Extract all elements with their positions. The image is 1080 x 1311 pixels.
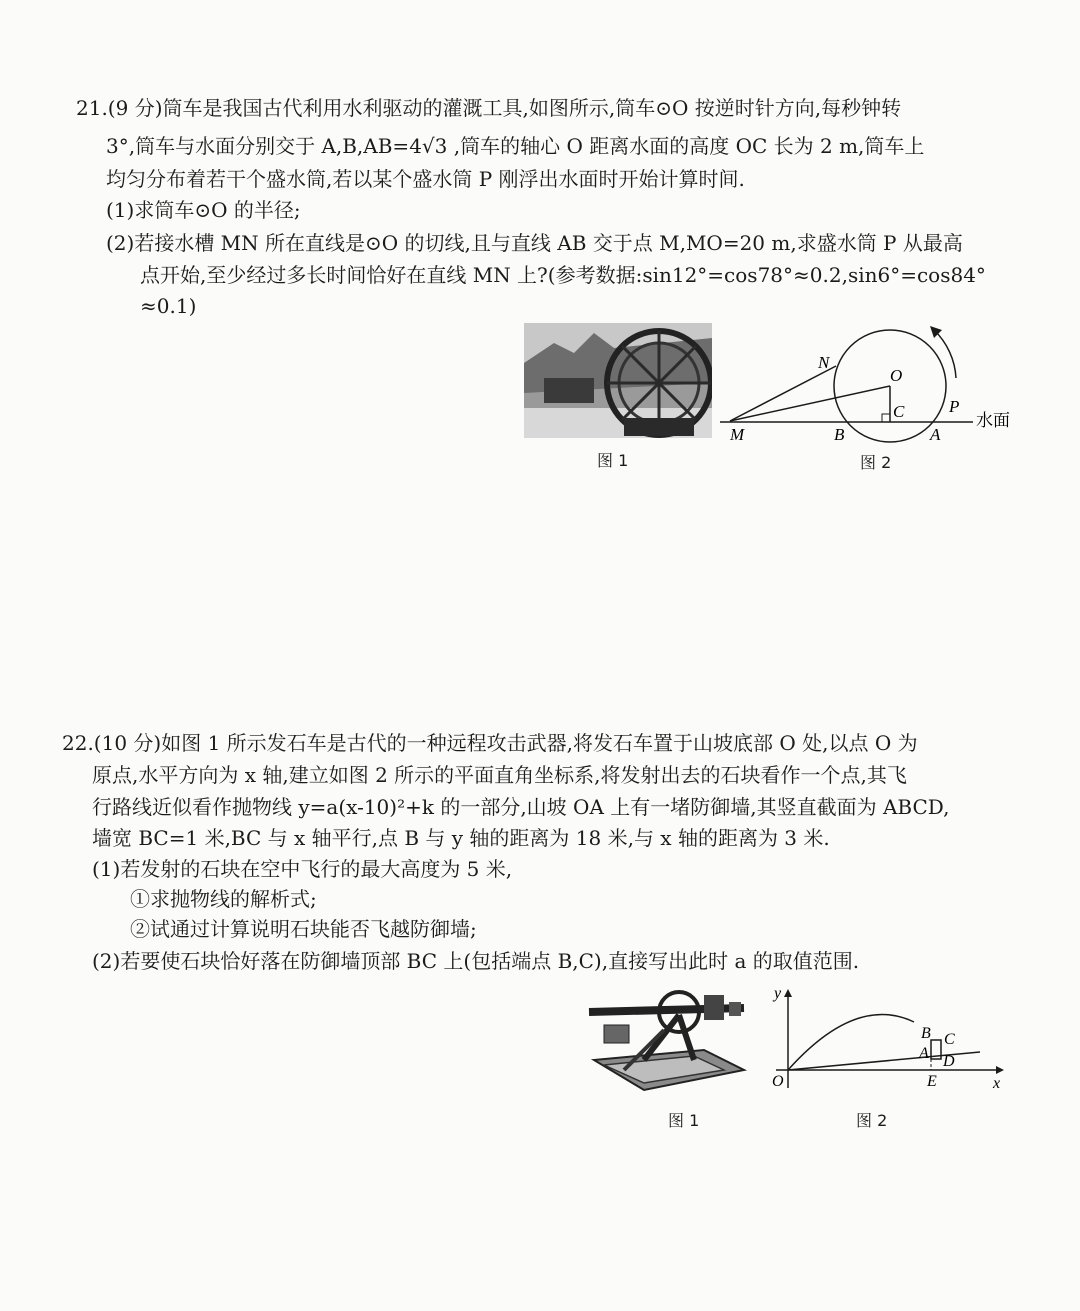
- label-D: D: [943, 1053, 955, 1070]
- label-A: A: [930, 425, 941, 444]
- q21-line-2: 3°,筒车与水面分别交于 A,B,AB=4√3 ,筒车的轴心 O 距离水面的高度 OC 长为 2 m,筒车上: [106, 134, 925, 158]
- q22-line-4: 墙宽 BC=1 米,BC 与 x 轴平行,点 B 与 y 轴的距离为 18 米,与 x 轴的距离为 3 米.: [92, 826, 830, 850]
- q21-geometry-diagram: [718, 318, 1018, 448]
- label-B: B: [834, 425, 845, 444]
- q22-line-2: 原点,水平方向为 x 轴,建立如图 2 所示的平面直角坐标系,将发射出去的石块看作一个点,其飞: [92, 763, 907, 787]
- q22-coordinate-diagram: [764, 984, 1009, 1099]
- q22-fig2-caption: 图 2: [856, 1111, 888, 1130]
- q22-catapult-picture: [584, 990, 754, 1098]
- label-O: O: [890, 366, 903, 385]
- q21-line-7: ≈0.1): [140, 294, 197, 318]
- q21-fig1-caption: 图 1: [597, 451, 629, 470]
- q21-line-1: 21.(9 分)筒车是我国古代利用水利驱动的灌溉工具,如图所示,筒车⊙O 按逆时针方向,每秒钟转: [76, 96, 902, 120]
- label-B: B: [921, 1025, 931, 1042]
- right-angle-mark: [882, 414, 890, 422]
- label-E: E: [927, 1073, 937, 1090]
- q22-part-1-sub-2: ②试通过计算说明石块能否飞越防御墙;: [130, 917, 477, 941]
- q22-part-1: (1)若发射的石块在空中飞行的最大高度为 5 米,: [92, 857, 513, 881]
- label-x: x: [993, 1075, 1001, 1092]
- q21-line-3: 均匀分布着若干个盛水筒,若以某个盛水筒 P 刚浮出水面时开始计算时间.: [106, 167, 745, 191]
- label-P: P: [949, 397, 960, 416]
- label-y: y: [774, 985, 782, 1002]
- label-C: C: [893, 402, 905, 421]
- label-N: N: [818, 353, 830, 372]
- label-water: 水面: [976, 411, 1010, 430]
- q22-part-1-sub-1: ①求抛物线的解析式;: [130, 887, 317, 911]
- q21-part-1: (1)求筒车⊙O 的半径;: [106, 198, 301, 222]
- q21-part-2: (2)若接水槽 MN 所在直线是⊙O 的切线,且与直线 AB 交于点 M,MO=20 m,求盛水筒 P 从最高: [106, 231, 963, 255]
- tangent-MN: [730, 366, 836, 421]
- q21-line-6: 点开始,至少经过多长时间恰好在直线 MN 上?(参考数据:sin12°=cos78°≈0.2,sin6°=cos84°: [140, 263, 986, 287]
- q21-waterwheel-photo: [524, 323, 712, 438]
- q22-line-3: 行路线近似看作抛物线 y=a(x-10)²+k 的一部分,山坡 OA 上有一堵防御墙,其竖直截面为 ABCD,: [92, 795, 950, 819]
- q22-part-2: (2)若要使石块恰好落在防御墙顶部 BC 上(包括端点 B,C),直接写出此时 a 的取值范围.: [92, 949, 860, 973]
- segment-MO: [730, 386, 890, 421]
- q21-fig2-caption: 图 2: [860, 453, 892, 472]
- label-A: A: [919, 1045, 929, 1062]
- trajectory-parabola: [788, 1014, 914, 1070]
- rotation-arrow: [934, 330, 956, 378]
- label-C: C: [944, 1031, 955, 1048]
- label-M: M: [730, 425, 745, 444]
- q22-fig1-caption: 图 1: [668, 1111, 700, 1130]
- label-O: O: [772, 1073, 784, 1090]
- q22-line-1: 22.(10 分)如图 1 所示发石车是古代的一种远程攻击武器,将发石车置于山坡底部 O 处,以点 O 为: [62, 731, 918, 755]
